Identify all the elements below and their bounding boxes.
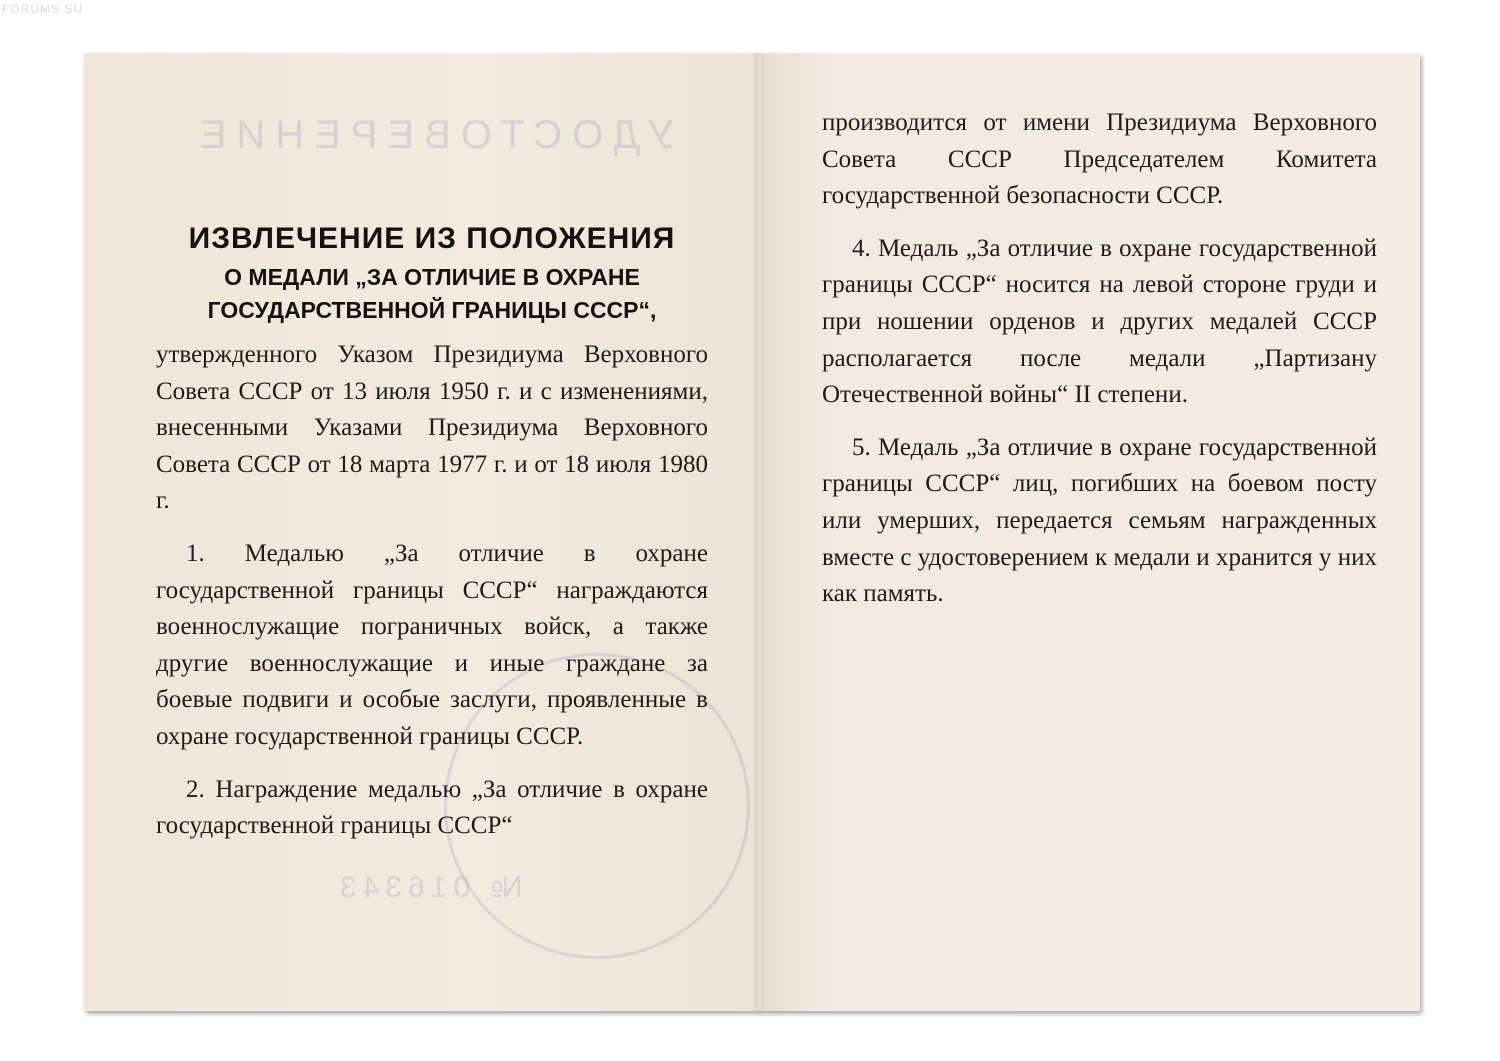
left-page (84, 53, 754, 1011)
subheading-line-2: ГОСУДАРСТВЕННОЙ ГРАНИЦЫ СССР“, (207, 297, 657, 323)
item-1-text: 1. Медалью „За отличие в охране государственной границы СССР“ награждаются военнослужащие пограничных войск, а также другие военнослужащие и иные граждане за боевые подвиги и особые заслуги, проявленные в охране государственной границы СССР. (156, 539, 708, 750)
item-5-paragraph (822, 430, 1377, 613)
item-2-paragraph (156, 772, 708, 845)
preamble-paragraph: утвержденного Указом Президиума Верховного Совета СССР от 13 июля 1950 г. и с изменениями, внесенными Указами Президиума Верховного Совета СССР от 18 марта 1977 г. и от 18 июля 1980 г. (156, 341, 708, 515)
show-through-title: УДОСТОВЕРЕНИЕ (189, 113, 674, 157)
item-1-paragraph (156, 536, 708, 756)
continuation-paragraph: производится от имени Президиума Верховного Совета СССР Председателем Комитета государственной безопасности СССР. (822, 109, 1377, 210)
item-4-paragraph (822, 231, 1377, 414)
page-fold (754, 53, 764, 1011)
document-heading: ИЗВЛЕЧЕНИЕ ИЗ ПОЛОЖЕНИЯ (188, 222, 676, 255)
left-text-column (156, 217, 708, 845)
watermark-text: FORUMS.SU (2, 2, 83, 16)
subheading-line-1: О МЕДАЛИ „ЗА ОТЛИЧИЕ В ОХРАНЕ (224, 264, 640, 290)
right-text-column (822, 105, 1377, 613)
item-4-text: 4. Медаль „За отличие в охране государственной границы СССР“ носится на левой стороне груди и при ношении орденов и других медалей СССР располагается после медали „Партизану Отечественной войны“ II степени. (822, 234, 1377, 409)
item-5-text: 5. Медаль „За отличие в охране государственной границы СССР“ лиц, погибших на боевом посту или умерших, передается семьям награжденных вместе с удостоверением к медали и хранится у них как память. (822, 433, 1377, 608)
item-2-text: 2. Награждение медалью „За отличие в охране государственной границы СССР“ (156, 775, 708, 840)
document-subheading (156, 261, 708, 327)
certificate-booklet (84, 53, 1420, 1011)
show-through-number: № 016343 (334, 871, 523, 904)
